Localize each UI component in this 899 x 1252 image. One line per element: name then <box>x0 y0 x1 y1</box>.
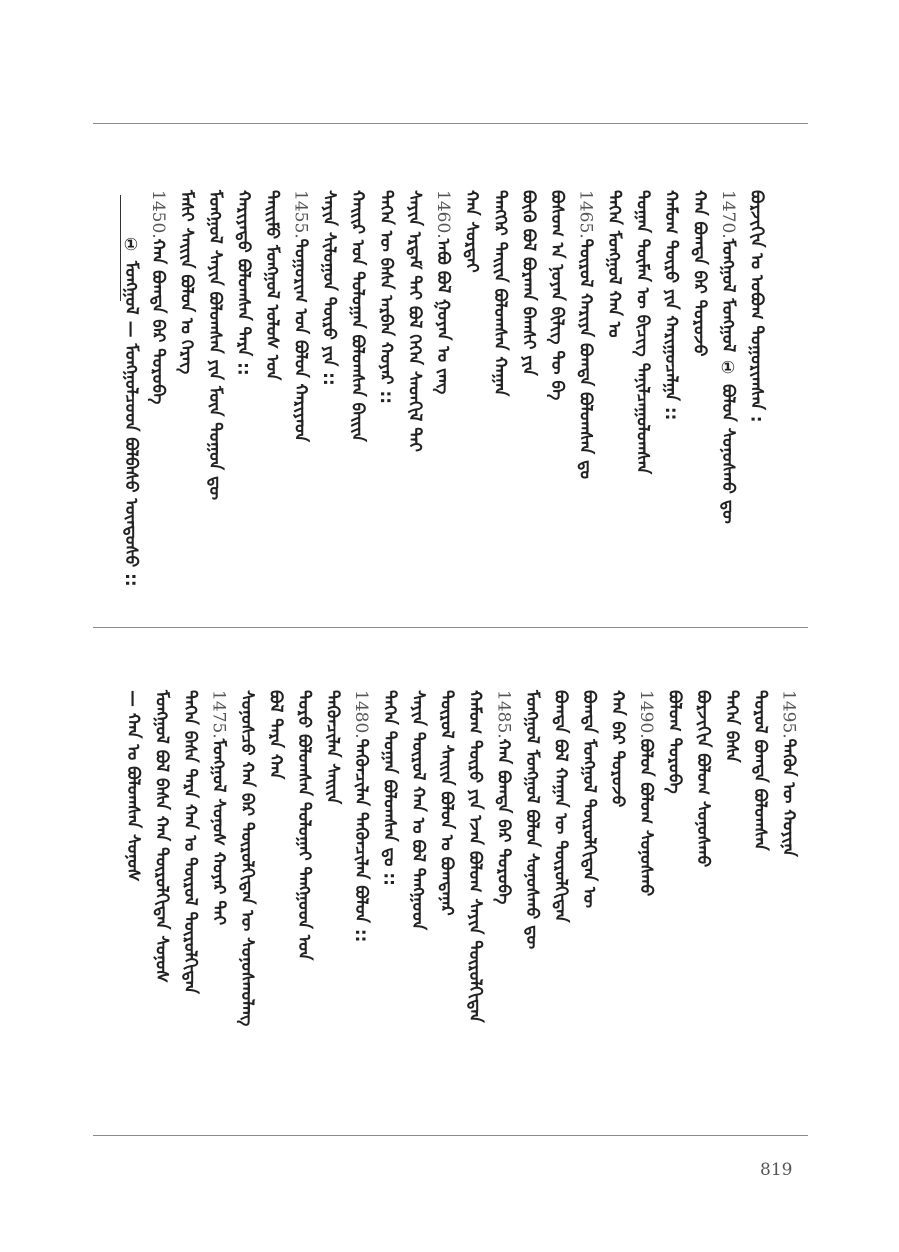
upper-line <box>145 190 171 404</box>
verse-text: ᠬᠠᠨ ᠪᠣᠭᠳᠠ ᠪᠠᠷ ᠲᠣᠷᠣᠪᠠ <box>493 738 514 905</box>
verse-text: ᠰᠠᠶᠢᠨ ᠡᠷᠳᠡᠮ ᠲᠡᠢ ᠪᠣᠯ ᠭᠡᠭᠡᠨ ᠰᠡᠳᠬᠢᠯ ᠲᠡᠢ <box>404 190 425 452</box>
verse-text: — ᠬᠠᠨ ᠤ ᠪᠣᠯᠤᠭᠰᠠᠨ ᠰᠣᠨᠣᠰ <box>123 690 143 882</box>
verse-text: ᠮᠣᠩᠭᠣᠯ ᠮᠣᠩᠭᠣᠯ ① ᠪᠣᠯᠤᠨ ᠰᠣᠨᠣᠰᠬᠤ ᠳᠦ <box>718 238 738 524</box>
lower-line <box>776 690 802 857</box>
verse-text: ᠲᠡᠭᠡᠨ ᠲᠣᠭᠠᠨ ᠪᠣᠯᠤᠭᠰᠠᠨ ᠳᠤ :: <box>379 690 400 886</box>
verse-text: ᠬᠠᠨ ᠪᠣᠭᠳᠠ ᠪᠠᠷ ᠲᠣᠷᠣᠵᠤ <box>689 190 710 357</box>
lower-line <box>719 690 745 763</box>
bottom-rule <box>93 1135 808 1136</box>
lower-line <box>690 690 716 867</box>
upper-line <box>630 190 656 474</box>
verse-text: ᠬᠠᠢᠢᠷ ᠤᠨ ᠳᠣᠯᠤᠭᠠᠨ ᠪᠣᠯᠤᠭᠰᠠᠨ ᠪᠠᠢᠢᠨ <box>347 190 368 442</box>
lower-line <box>662 690 688 794</box>
lower-line <box>377 690 403 886</box>
lower-line <box>348 690 374 942</box>
verse-text: ᠲᠣᠭᠠᠨ ᠲᠥᠮᠡᠨ ᠦ ᠪᠢᠴᠢᠭ ᠲᠠᠨᠢᠯᠴᠠᠭᠤᠯᠤᠭᠰᠠᠨ <box>632 190 653 475</box>
upper-line <box>544 190 570 400</box>
upper-line <box>601 190 627 338</box>
lower-line <box>234 690 260 1026</box>
verse-text: ᠲᠥᠷᠥᠯ ᠰᠠᠢᠢᠨ ᠪᠣᠯᠤᠨ ᠤ ᠪᠣᠭᠳᠠᠨᠠᠷ <box>436 690 457 916</box>
verse-text: ᠲᠡᠭᠡᠨ ᠮᠣᠩᠭᠣᠯ ᠬᠠᠨ ᠤ <box>604 190 624 338</box>
verse-text: ᠮᠣᠩᠭᠣᠯ ᠮᠣᠩᠭᠣᠯ ᠪᠣᠯᠤᠨ ᠰᠣᠨᠣᠰᠬᠤ ᠳᠦ <box>522 690 542 950</box>
line-number: 1465. <box>575 190 596 239</box>
verse-text: ᠪᠣᠰᠤᠭ ᠠ ᠨᠣᠶᠠᠨ ᠪᠢᠯᠢᠭ ᠲᠦ ᠪᠡ <box>547 190 567 401</box>
verse-text: ᠲᠡᠭᠡᠨ ᠦ ᠪᠠᠰᠠ ᠠᠷᠪᠠᠨ ᠬᠣᠶᠠᠷ :: <box>376 190 396 405</box>
lower-line <box>633 690 659 896</box>
lower-line <box>177 690 203 994</box>
line-number: 1470. <box>718 190 738 239</box>
lower-line <box>548 690 574 923</box>
verse-text: ᠲᠡᠭᠦᠨ ᠦ ᠬᠣᠶᠢᠨᠠ <box>778 738 799 857</box>
upper-line <box>231 190 257 376</box>
line-number: 1480. <box>351 690 371 739</box>
lower-line <box>605 690 631 807</box>
verse-text: ᠲᠡᠩᠭᠡᠷ ᠲᠡᠢᠢᠨ ᠪᠣᠯᠤᠭᠰᠠᠨ ᠬᠠᠭᠠᠨ <box>490 190 510 397</box>
upper-line <box>744 190 770 423</box>
lower-line <box>462 690 488 1023</box>
upper-line <box>174 190 200 374</box>
lower-line <box>491 690 517 904</box>
verse-text: ᠠᠪᠤ ᠪᠣᠯ ᠭᠤᠶᠠᠨ ᠤ ᠵᠠᠩ <box>433 238 453 395</box>
verse-text: ᠪᠣᠭᠳᠠ ᠮᠣᠩᠭᠣᠯ ᠲᠥᠷᠥᠯᠬᠢᠲᠡᠨ ᠦ <box>579 690 599 909</box>
verse-text: ᠲᠡᠭᠦᠨᠴᠢᠯᠡᠨ ᠲᠡᠭᠦᠨᠴᠢᠯᠡᠨ ᠪᠣᠯᠤᠨ :: <box>351 738 371 943</box>
page-number: 819 <box>760 1160 793 1180</box>
lower-line <box>206 690 232 925</box>
verse-text: ᠮᠣᠩᠭᠣᠯ ᠰᠠᠶᠢᠨ ᠪᠣᠯᠤᠭᠰᠠᠨ ᠶᠢᠨ ᠮᠥᠨ ᠲᠣᠭᠣᠨ ᠳᠦ <box>205 190 225 501</box>
verse-text: ᠬᠠᠷᠢᠶᠠᠲᠤ ᠪᠣᠯᠤᠭᠰᠠᠨ ᠲᠡᠷᠡ :: <box>233 190 254 376</box>
upper-line <box>516 190 542 376</box>
lower-line <box>320 690 346 804</box>
upper-line <box>202 190 228 500</box>
verse-text: ᠪᠣᠯᠤᠨ ᠪᠣᠯᠤᠭ ᠰᠣᠨᠣᠰᠬᠤ <box>636 738 656 897</box>
lower-line <box>149 690 175 983</box>
verse-text: ᠪᠣᠷᠵᠢᠭᠢᠨ ᠪᠣᠯᠤᠭ ᠰᠣᠨᠣᠰᠬᠤ <box>693 690 713 868</box>
upper-line <box>259 190 285 380</box>
verse-text: ᠲᠡᠢᠢᠮᠦ ᠮᠣᠩᠭᠣᠯ ᠤᠯᠤᠰ ᠤᠨ <box>262 190 282 381</box>
lower-line <box>519 690 545 949</box>
verse-text: ᠪᠣᠭᠳᠠ ᠪᠣᠯ ᠬᠠᠭᠠᠨ ᠦ ᠲᠥᠷᠥᠯᠬᠢᠲᠡᠨ <box>550 690 571 923</box>
verse-text: ᠮᠠᠰᠢ ᠰᠠᠢᠢᠨ ᠪᠣᠯᠤᠨ ᠤ ᠬᠡᠷᠡᠭ <box>176 190 197 375</box>
verse-text: ᠲᠣᠭᠤᠷᠢᠭ ᠤᠨ ᠪᠣᠯᠤᠨ ᠬᠠᠷᠢᠶᠠᠳ <box>290 238 311 443</box>
middle-rule <box>93 627 808 628</box>
lower-line <box>576 690 602 908</box>
lower-line <box>120 690 146 882</box>
upper-line <box>288 190 314 442</box>
verse-text: ᠬᠠᠮᠤᠭ ᠲᠥᠷᠥ ᠶᠢᠨ ᠡᠵᠡᠨ ᠪᠣᠯᠤᠭ ᠰᠠᠶᠢᠨ ᠲᠥᠷᠥᠯᠬᠢᠲᠡᠨ <box>465 690 485 1023</box>
verse-text: ᠬᠠᠨ ᠰᠤᠷᠲᠠᠢ <box>461 190 482 273</box>
verse-text: ᠪᠣᠷᠵᠢᠭᠢᠨ ᠤ ᠣᠪᠣᠭ ᠲᠣᠭᠤᠷᠢᠭᠰᠠᠨ : <box>746 190 767 423</box>
verse-text: ᠮᠣᠩᠭᠣᠯ ᠪᠣᠯ ᠪᠠᠰᠠ ᠬᠠᠨ ᠲᠥᠷᠥᠯᠬᠢᠲᠡᠨ ᠰᠣᠨᠣᠰ <box>151 690 172 983</box>
line-number: 1490. <box>636 690 656 739</box>
verse-text: ᠮᠣᠩᠭᠣᠯ ᠰᠣᠨᠣᠰ ᠬᠣᠶᠠᠷ ᠲᠡᠢ <box>208 738 229 926</box>
verse-text: ᠲᠡᠭᠡᠨ ᠪᠠᠰᠠ <box>721 690 742 763</box>
lower-line <box>747 690 773 851</box>
line-number: 1450. <box>148 190 168 239</box>
verse-text: ᠪᠣᠯ ᠲᠡᠷᠡ ᠬᠠᠨ <box>265 690 286 780</box>
upper-line <box>345 190 371 442</box>
lower-line <box>434 690 460 916</box>
line-number: 1485. <box>493 690 514 739</box>
footnote: ① ᠮᠣᠩᠭᠣᠯ — ᠮᠣᠩᠭᠣᠯᠴᠤᠳ ᠪᠣᠯᠪᠠᠰᠤ ᠦᠨᠳᠦᠰᠦ :: <box>121 235 141 587</box>
upper-line <box>658 190 684 420</box>
verse-text: ᠲᠣᠷᠣ ᠪᠣᠯᠤᠭᠰᠠᠨ ᠲᠣᠯᠣᠭᠠᠢ ᠲᠠᠩᠭᠤᠳ ᠤᠨ <box>294 690 314 961</box>
verse-text: ᠬᠠᠨ ᠪᠠᠷ ᠲᠣᠷᠣᠵᠤ <box>607 690 628 808</box>
upper-line <box>373 190 399 404</box>
verse-text: ᠰᠣᠨᠣᠰᠴᠤ ᠬᠠᠨ ᠪᠠᠷ ᠲᠥᠷᠥᠯᠬᠢᠲᠡᠨ ᠦ ᠰᠣᠨᠣᠰᠬᠤᠯᠠᠩ <box>237 690 257 1027</box>
verse-text: ᠲᠡᠭᠦᠨᠴᠢᠯᠡᠨ ᠰᠠᠢᠢᠨ <box>322 690 343 805</box>
verse-text: ᠪᠣᠯᠤᠭ ᠲᠣᠷᠣᠪᠠ <box>664 690 685 794</box>
upper-line <box>430 190 456 394</box>
upper-line <box>687 190 713 356</box>
verse-text: ᠪᠦᠬᠦ ᠪᠣᠯ ᠪᠤᠷᠬᠠᠨ ᠪᠠᠭᠰᠢ ᠶᠢᠨ <box>518 190 539 376</box>
line-number: 1495. <box>778 690 799 739</box>
lower-line <box>263 690 289 779</box>
verse-text: ᠬᠠᠨ ᠪᠣᠭᠳᠠ ᠪᠠᠷ ᠲᠣᠷᠣᠪᠠ <box>148 238 168 405</box>
upper-line <box>402 190 428 452</box>
verse-text: ᠰᠠᠶᠢᠨ ᠰᠢᠯᠤᠭᠤᠨ ᠲᠥᠷᠥ ᠶᠢᠨ :: <box>319 190 339 386</box>
verse-text: ᠲᠥᠷᠥᠯ ᠬᠠᠷᠢᠶᠠ ᠪᠣᠭᠳᠠ ᠪᠣᠯᠤᠭᠰᠠᠨ ᠳᠤ <box>575 238 596 479</box>
lower-line <box>291 690 317 960</box>
lower-line <box>405 690 431 930</box>
line-number: 1475. <box>208 690 229 739</box>
upper-line <box>459 190 485 273</box>
line-number: 1460. <box>433 190 453 239</box>
top-rule <box>93 123 808 124</box>
verse-text: ᠲᠣᠷᠣᠯ ᠪᠣᠭᠳᠠ ᠪᠣᠯᠤᠭᠰᠠᠨ <box>750 690 770 851</box>
upper-line <box>573 190 599 479</box>
verse-text: ᠲᠡᠭᠡᠨ ᠪᠠᠰᠠ ᠲᠡᠷᠡ ᠬᠠᠨ ᠤ ᠲᠥᠷᠥᠯ ᠲᠥᠷᠥᠯᠬᠢᠲᠡᠨ <box>180 690 200 994</box>
upper-line <box>316 190 342 386</box>
line-number: 1455. <box>290 190 311 239</box>
verse-text: ᠬᠠᠮᠤᠭ ᠲᠥᠷᠥ ᠶᠢᠨ ᠬᠠᠷᠢᠭᠤᠴᠠᠯᠭᠠ :: <box>661 190 681 421</box>
verse-text: ᠰᠠᠶᠢᠨ ᠲᠥᠷᠥᠯ ᠬᠠᠨ ᠤ ᠪᠣᠯ ᠲᠠᠩᠭᠤᠳ <box>408 690 428 931</box>
upper-line <box>715 190 741 524</box>
upper-line <box>487 190 513 396</box>
